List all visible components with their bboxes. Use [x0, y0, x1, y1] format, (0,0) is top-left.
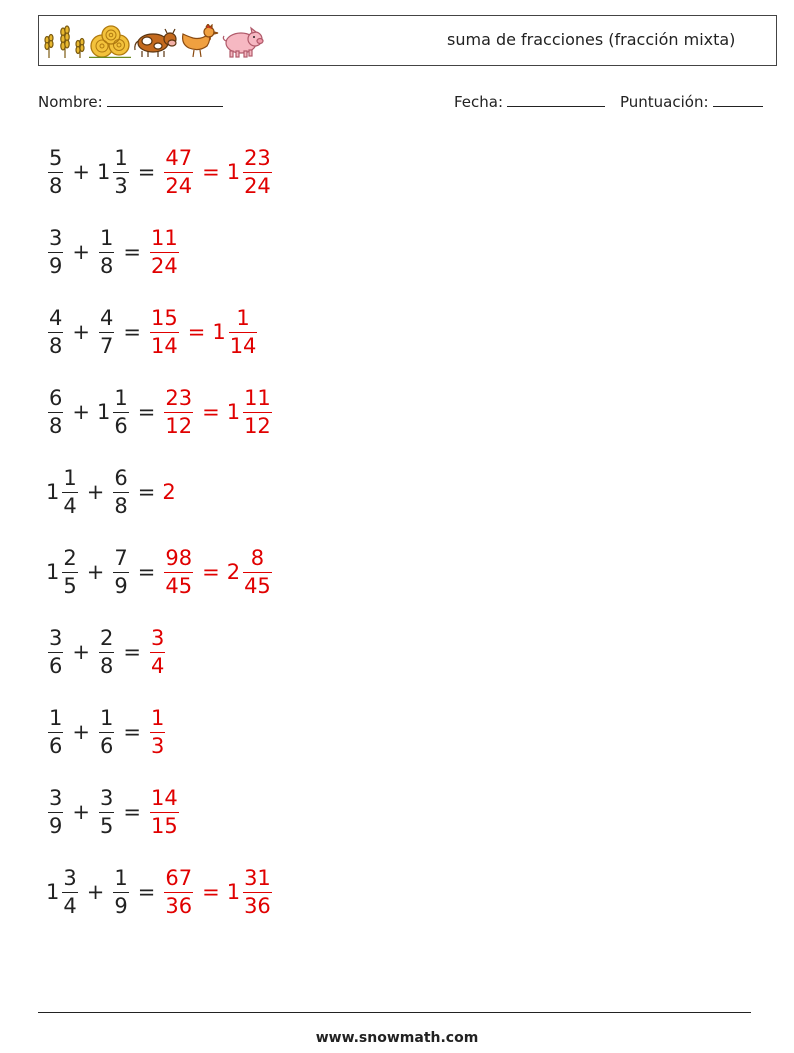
answer-fraction	[150, 785, 179, 838]
operand-b-fraction-numerator: 7	[114, 545, 128, 570]
answer-fraction-denominator: 15	[150, 813, 178, 838]
operand-b-fraction-numerator: 6	[114, 465, 128, 490]
operand-a-fraction	[48, 145, 63, 198]
answer-fraction-numerator: 98	[165, 545, 193, 570]
operand-a-fraction-denominator: 4	[63, 893, 77, 918]
operand-a-fraction-denominator: 5	[63, 573, 77, 598]
operand-b-fraction	[99, 305, 114, 358]
operand-b-fraction-numerator: 1	[114, 145, 128, 170]
answer-integer: 2	[162, 480, 176, 504]
mixed-fraction-denominator: 24	[244, 173, 271, 198]
answer-fraction	[150, 305, 179, 358]
mixed-fraction-denominator: 12	[244, 413, 271, 438]
answer-fraction-denominator: 12	[165, 413, 193, 438]
mixed-fraction-denominator: 36	[244, 893, 271, 918]
worksheet-title: suma de fracciones (fracción mixta)	[447, 30, 736, 49]
equals-sign: =	[137, 560, 156, 584]
operand-a-fraction-denominator: 8	[49, 413, 63, 438]
plus-sign: +	[72, 640, 90, 664]
equals-sign: =	[137, 880, 156, 904]
operand-a-fraction	[48, 625, 63, 678]
mixed-fraction-numerator: 23	[244, 145, 271, 170]
mixed-fraction	[243, 545, 272, 598]
operand-a-fraction-numerator: 5	[49, 145, 63, 170]
operand-b-fraction-denominator: 9	[114, 573, 128, 598]
problem-row	[46, 542, 274, 602]
operand-a-fraction	[62, 465, 77, 518]
answer-fraction-denominator: 24	[150, 253, 178, 278]
operand-a-fraction-denominator: 9	[49, 253, 63, 278]
answer-fraction	[150, 625, 165, 678]
mixed-fraction-denominator: 45	[244, 573, 271, 598]
equals-sign: =	[137, 400, 156, 424]
operand-a-whole: 1	[46, 880, 60, 904]
operand-b-whole: 1	[96, 160, 111, 184]
mixed-fraction-numerator: 31	[244, 865, 271, 890]
answer	[162, 480, 175, 504]
operand-b-fraction	[113, 385, 128, 438]
plus-sign: +	[72, 320, 90, 344]
operand-b-fraction-denominator: 9	[114, 893, 128, 918]
mixed-fraction	[243, 145, 272, 198]
problem-row	[46, 302, 259, 362]
rooster-icon	[179, 24, 219, 58]
mixed-fraction	[229, 305, 258, 358]
operand-a-fraction-denominator: 9	[49, 813, 63, 838]
operand-b-fraction-denominator: 6	[99, 733, 114, 758]
answer	[148, 625, 167, 678]
operand-a-fraction	[48, 225, 63, 278]
operand-b-fraction	[99, 225, 114, 278]
operand-b-fraction	[113, 465, 128, 518]
problem-row	[46, 382, 274, 442]
operand-b-fraction	[99, 785, 114, 838]
header-icons	[43, 22, 265, 60]
operand-a-whole: 1	[46, 560, 60, 584]
answer-fraction-numerator: 67	[165, 865, 193, 890]
answer-fraction-denominator: 24	[165, 173, 193, 198]
answer-fraction-denominator: 3	[150, 733, 165, 758]
operand-b-fraction	[99, 625, 114, 678]
answer-fraction	[150, 225, 179, 278]
operand-b-fraction-denominator: 8	[99, 653, 114, 678]
operand-b-fraction-numerator: 3	[99, 785, 114, 810]
plus-sign: +	[86, 560, 105, 584]
problem-row	[46, 142, 274, 202]
operand-a-fraction	[48, 385, 63, 438]
plus-sign: +	[72, 800, 90, 824]
answer-fraction	[164, 545, 193, 598]
answer-fraction	[150, 705, 165, 758]
operand-a-fraction-denominator: 4	[63, 493, 77, 518]
mixed-fraction-denominator: 14	[229, 333, 257, 358]
answer-fraction	[164, 145, 193, 198]
operand-b-fraction-denominator: 8	[114, 493, 128, 518]
operand-b-fraction-numerator: 1	[114, 385, 128, 410]
mixed-whole: 1	[212, 320, 226, 344]
operand-b-whole: 1	[96, 400, 111, 424]
problem-row	[46, 462, 176, 522]
operand-b-fraction-numerator: 1	[99, 705, 114, 730]
answer-fraction-denominator: 4	[150, 653, 165, 678]
operand-b-fraction	[113, 145, 128, 198]
footer-url: www.snowmath.com	[315, 1030, 479, 1046]
plus-sign: +	[86, 880, 105, 904]
answer	[148, 225, 181, 278]
score-label: Puntuación:	[620, 93, 709, 111]
mixed-fraction-numerator: 11	[244, 385, 271, 410]
answer-fraction-numerator: 3	[150, 625, 165, 650]
answer-fraction	[164, 385, 193, 438]
equals-sign: =	[137, 480, 156, 504]
plus-sign: +	[72, 400, 90, 424]
operand-a-fraction	[62, 865, 77, 918]
header-box	[38, 15, 777, 66]
operand-a-fraction-denominator: 8	[49, 333, 63, 358]
mixed-whole: 1	[226, 160, 241, 184]
name-field[interactable]	[38, 93, 223, 111]
equals-sign: =	[123, 800, 141, 824]
pig-icon	[221, 24, 265, 58]
answer-equals-sign: =	[187, 320, 206, 344]
operand-b-fraction-numerator: 4	[99, 305, 114, 330]
mixed-fraction-numerator: 1	[236, 305, 250, 330]
plus-sign: +	[86, 480, 105, 504]
footer-divider	[38, 1012, 751, 1013]
operand-b-fraction-denominator: 3	[114, 173, 128, 198]
operand-a-fraction-numerator: 1	[63, 465, 77, 490]
wheat-icon	[43, 24, 87, 58]
answer	[162, 545, 273, 598]
mixed-whole: 1	[226, 400, 241, 424]
date-field[interactable]	[454, 93, 605, 111]
answer-fraction-numerator: 23	[165, 385, 193, 410]
operand-b-fraction-numerator: 2	[99, 625, 114, 650]
plus-sign: +	[72, 720, 90, 744]
answer	[162, 865, 273, 918]
operand-b-fraction	[99, 705, 114, 758]
mixed-fraction	[243, 865, 272, 918]
name-label: Nombre:	[38, 93, 103, 111]
answer	[148, 305, 259, 358]
score-field[interactable]	[620, 93, 763, 111]
answer-fraction-denominator: 14	[150, 333, 178, 358]
answer-equals-sign: =	[202, 880, 220, 904]
problem-row	[46, 702, 167, 762]
operand-a-fraction-numerator: 2	[63, 545, 77, 570]
mixed-whole: 1	[226, 880, 241, 904]
answer-fraction-denominator: 36	[165, 893, 193, 918]
operand-a-fraction-numerator: 1	[49, 705, 63, 730]
operand-a-fraction-numerator: 3	[63, 865, 77, 890]
operand-b-fraction	[113, 865, 128, 918]
operand-a-fraction-denominator: 8	[49, 173, 63, 198]
answer	[162, 145, 273, 198]
mixed-fraction	[243, 385, 272, 438]
operand-a-fraction	[48, 705, 63, 758]
problem-row	[46, 862, 274, 922]
operand-b-fraction-denominator: 7	[99, 333, 114, 358]
operand-a-whole: 1	[46, 480, 60, 504]
problem-row	[46, 622, 167, 682]
answer-fraction-denominator: 45	[165, 573, 193, 598]
answer	[148, 785, 181, 838]
answer	[148, 705, 167, 758]
answer-fraction-numerator: 15	[150, 305, 178, 330]
operand-a-fraction	[48, 305, 63, 358]
answer-equals-sign: =	[202, 560, 220, 584]
problem-row	[46, 222, 181, 282]
equals-sign: =	[123, 320, 141, 344]
operand-a-fraction-denominator: 6	[49, 653, 63, 678]
answer-fraction-numerator: 14	[150, 785, 178, 810]
operand-b-fraction-denominator: 5	[99, 813, 114, 838]
plus-sign: +	[72, 240, 90, 264]
equals-sign: =	[123, 640, 141, 664]
answer	[162, 385, 273, 438]
answer-equals-sign: =	[202, 400, 220, 424]
operand-a-fraction	[62, 545, 77, 598]
mixed-whole: 2	[226, 560, 241, 584]
name-blank[interactable]	[107, 93, 223, 107]
date-blank[interactable]	[507, 93, 605, 107]
answer-fraction-numerator: 47	[165, 145, 193, 170]
date-label: Fecha:	[454, 93, 504, 111]
mixed-fraction-numerator: 8	[250, 545, 265, 570]
operand-b-fraction-numerator: 1	[114, 865, 128, 890]
answer-fraction-numerator: 1	[150, 705, 165, 730]
operand-a-fraction-numerator: 6	[49, 385, 63, 410]
operand-a-fraction-denominator: 6	[49, 733, 63, 758]
answer-fraction	[164, 865, 193, 918]
operand-a-fraction	[48, 785, 63, 838]
hay-bale-icon	[89, 24, 131, 58]
equals-sign: =	[123, 720, 141, 744]
score-blank[interactable]	[713, 93, 763, 107]
operand-b-fraction-denominator: 6	[114, 413, 128, 438]
answer-fraction-numerator: 11	[150, 225, 178, 250]
operand-a-fraction-numerator: 3	[49, 625, 63, 650]
operand-a-fraction-numerator: 4	[49, 305, 63, 330]
operand-b-fraction-numerator: 1	[99, 225, 114, 250]
operand-a-fraction-numerator: 3	[49, 225, 63, 250]
operand-b-fraction-denominator: 8	[99, 253, 114, 278]
operand-b-fraction	[113, 545, 128, 598]
operand-a-fraction-numerator: 3	[49, 785, 63, 810]
equals-sign: =	[137, 160, 156, 184]
problem-row	[46, 782, 181, 842]
answer-equals-sign: =	[202, 160, 220, 184]
plus-sign: +	[72, 160, 90, 184]
cow-icon	[133, 24, 177, 58]
equals-sign: =	[123, 240, 141, 264]
